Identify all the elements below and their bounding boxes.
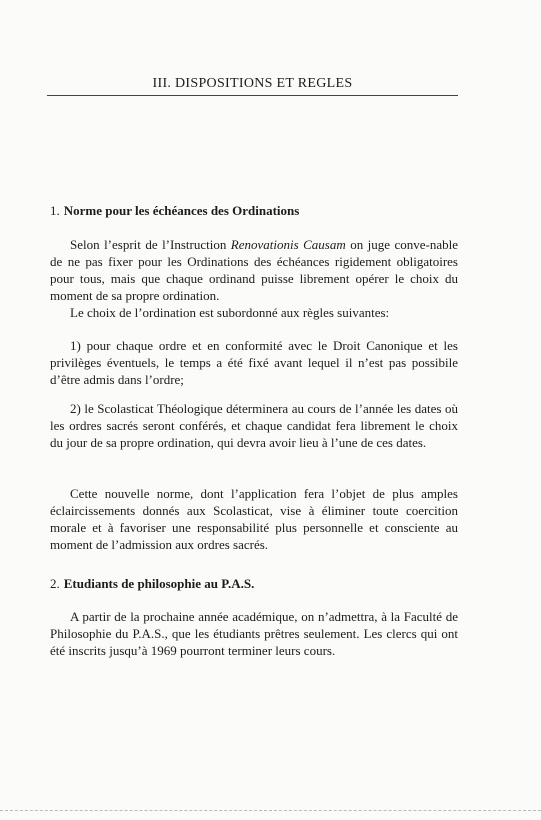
paragraph-1-rest: on juge conve-nable de ne pas fixer pour les Ordinations des échéances rigidement obligatoires pour tous, mais que chaque ordinand puisse librement opérer le choix du moment de sa propre ordination.: [50, 237, 458, 303]
paragraph-1-start: Selon l’esprit de l’Instruction: [70, 237, 231, 252]
section-2-number: 2.: [50, 576, 60, 591]
section-2-heading: [50, 576, 254, 592]
rule-2-paragraph: 2) le Scolasticat Théologique déterminera au cours de l’année les dates où les ordres sacrés seront conférés, et chaque candidat fera librement le choix du jour de sa propre ordination, qui devra avoir lieu à l’une de ces dates.: [50, 401, 458, 450]
section-1-heading: [50, 203, 299, 219]
footer-rule: [0, 810, 541, 811]
section-1-title: Norme pour les échéances des Ordinations: [63, 203, 300, 218]
paragraph-2: Le choix de l’ordination est subordonné aux règles suivantes:: [70, 305, 390, 320]
paragraph-6: A partir de la prochaine année académique, on n’admettra, à la Faculté de Philosophie du P.A.S., que les étudiants prêtres seulement. Les clercs qui ont été inscrits jusqu’à 1969 pourront terminer leurs cours.: [50, 609, 458, 658]
paragraph-1: [50, 236, 458, 304]
instruction-title: Renovationis Causam: [230, 237, 346, 252]
rule-1-paragraph: 1) pour chaque ordre et en conformité avec le Droit Canonique et les privilèges éventuels, le temps a été fixé avant lequel il n’est pas possibile d’être admis dans l’ordre;: [50, 338, 458, 387]
page-header: III. DISPOSITIONS ET REGLES: [152, 76, 353, 91]
paragraph-5: Cette nouvelle norme, dont l’application fera l’objet de plus amples éclaircissements donnés aux Scolasticat, vise à éliminer toute coercition morale et à favoriser une responsabilité plus personnelle et consciente au moment de l’admission aux ordres sacrés.: [50, 486, 458, 552]
section-1-number: 1.: [50, 203, 60, 218]
section-2-title: Etudiants de philosophie au P.A.S.: [63, 576, 255, 591]
header-rule: [47, 95, 458, 96]
